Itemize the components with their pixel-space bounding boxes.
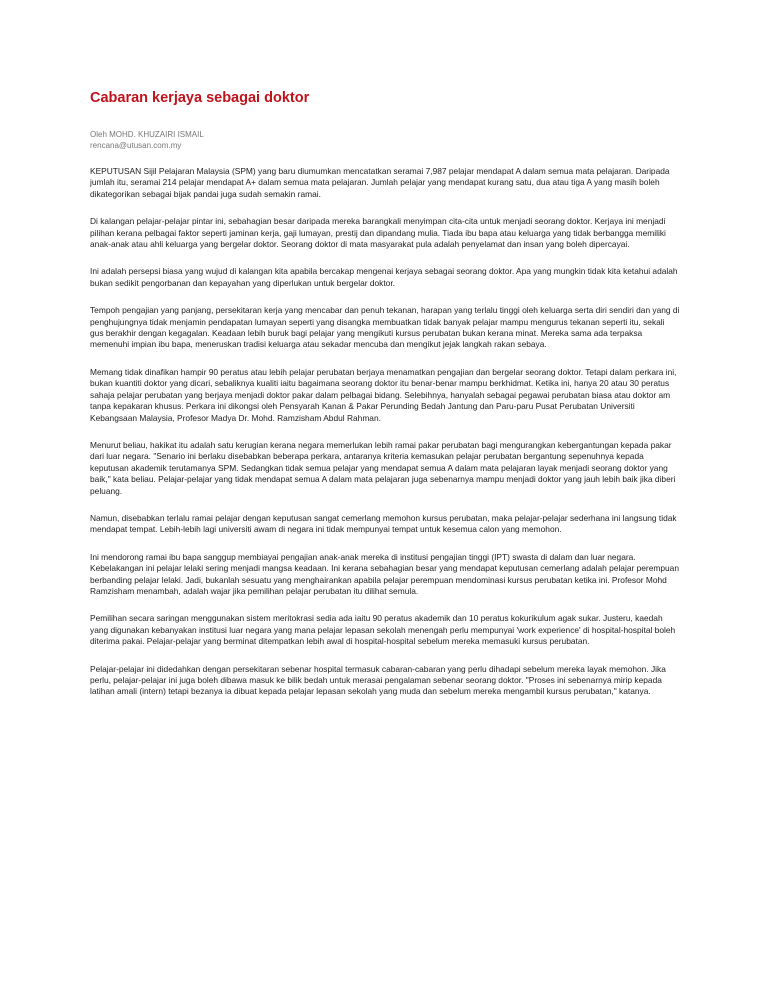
byline [90,130,680,151]
article-title: Cabaran kerjaya sebagai doktor [90,90,310,106]
paragraph-5: Memang tidak dinafikan hampir 90 peratus atau lebih pelajar perubatan berjaya menamatkan pengajian dan bergelar seorang doktor. Tetapi dalam perkara ini, bukan kuantiti doktor yang dicari, sebaliknya kualiti iaitu bagaimana seorang doktor itu benar-benar mampu berkhidmat. Ketika ini, hanya 20 atau 30 peratus sahaja pelajar perubatan yang berjaya menjadi doktor pakar dalam pelbagai bidang. Selebihnya, hanyalah sebagai pegawai perubatan biasa atau doktor am tanpa kepakaran khusus. Perkara ini dikongsi oleh Pensyarah Kanan & Pakar Perunding Bedah Jantung dan Paru-paru Pusat Perubatan Universiti Kebangsaan Malaysia, Profesor Madya Dr. Mohd. Ramzisham Abdul Rahman. [90,366,677,423]
paragraph-10: Pelajar-pelajar ini didedahkan dengan persekitaran sebenar hospital termasuk cabaran-cabaran yang perlu dihadapi sebelum mereka layak memohon. Jika perlu, pelajar-pelajar ini juga boleh dibawa masuk ke bilik bedah untuk merasai pengalaman sebenar seorang doktor. "Proses ini sebenarnya mirip kepada latihan amali (intern) tetapi bezanya ia dibuat kepada pelajar lepasan sekolah yang muda dan sebelum mereka mengambil kursus perubatan," katanya. [90,663,666,697]
article [90,88,680,714]
article-body [90,166,680,698]
paragraph-8: Ini mendorong ramai ibu bapa sanggup membiayai pengajian anak-anak mereka di institusi pengajian tinggi (IPT) swasta di dalam dan luar negara. Kebelakangan ini pelajar lelaki sering menjadi mangsa keadaan. Ini kerana sebahagian besar yang mendapat keputusan cemerlang adalah pelajar perempuan berbanding pelajar lelaki. Jadi, bukanlah sesuatu yang menghairankan apabila pelajar perempuan mendominasi kursus perubatan ketika ini. Profesor Mohd Ramzisham menambah, adalah wajar jika pemilihan pelajar perubatan itu dilihat semula. [90,551,679,596]
paragraph-4: Tempoh pengajian yang panjang, persekitaran kerja yang mencabar dan penuh tekanan, harapan yang terlalu tinggi oleh keluarga serta diri sendiri dan yang di penghujungnya tidak menjamin pendapatan lumayan seperti yang disangka membuatkan tidak banyak pelajar mampu mengurus tekanan seperti itu, sekali gus berakhir dengan kegagalan. Keadaan lebih buruk bagi pelajar yang mengikuti kursus perubatan bukan kerana minat. Mereka sama ada terpaksa memenuhi impian ibu bapa, meneruskan tradisi keluarga atau sekadar mencuba dan mengikut jejak langkah rakan sebaya. [90,305,680,350]
author-name: Oleh MOHD. KHUZAIRI ISMAIL [90,130,204,139]
paragraph-6: Menurut beliau, hakikat itu adalah satu kerugian kerana negara memerlukan lebih ramai pakar perubatan bagi mengurangkan kebergantungan kepada pakar dari luar negara. "Senario ini berlaku disebabkan beberapa perkara, antaranya kriteria kemasukan pelajar perubatan bergantung sepenuhnya kepada keputusan akademik terutamanya SPM. Sedangkan tidak semua pelajar yang mendapat semua A dalam mata pelajaran layak menjadi seorang doktor yang baik," kata beliau. Pelajar-pelajar yang tidak mendapat semua A dalam mata pelajaran juga sebenarnya mampu menjadi doktor yang jauh lebih baik jika diberi peluang. [90,439,676,496]
paragraph-7: Namun, disebabkan terlalu ramai pelajar dengan keputusan sangat cemerlang memohon kursus perubatan, maka pelajar-pelajar sederhana ini langsung tidak mendapat tempat. Lebih-lebih lagi universiti awam di negara ini tidak mempunyai tempat untuk kesemua calon yang memohon. [90,512,677,535]
paragraph-1: KEPUTUSAN Sijil Pelajaran Malaysia (SPM) yang baru diumumkan mencatatkan seramai 7,987 pelajar mendapat A dalam semua mata pelajaran. Daripada jumlah itu, seramai 214 pelajar mendapat A+ dalam semua mata pelajaran. Jumlah pelajar yang mendapat kurang satu, dua atau tiga A yang masih boleh dikategorikan sebagai bijak pandai juga sudah semakin ramai. [90,166,670,199]
paragraph-2: Di kalangan pelajar-pelajar pintar ini, sebahagian besar daripada mereka barangkali menyimpan cita-cita untuk menjadi seorang doktor. Kerjaya ini menjadi pilihan kerana pelbagai faktor seperti jaminan kerja, gaji lumayan, prestij dan dipandang mulia. Tiada ibu bapa atau keluarga yang tidak berbangga memiliki anak-anak atau ahli keluarga yang bergelar doktor. Seorang doktor di mata masyarakat pula adalah penyelamat dan insan yang boleh dipercayai. [90,216,666,250]
paragraph-9: Pemilihan secara saringan menggunakan sistem meritokrasi sedia ada iaitu 90 peratus akademik dan 10 peratus kokurikulum agak sukar. Justeru, kaedah yang digunakan kebanyakan institusi luar negara yang mana pelajar lepasan sekolah menengah perlu mempunyai 'work experience' di hospital-hospital boleh diterima pakai. Pelajar-pelajar yang berminat ditempatkan lebih awal di hospital-hospital sebelum mereka memasuki kursus perubatan. [90,613,676,647]
author-email: rencana@utusan.com.my [90,140,182,150]
paragraph-3: Ini adalah persepsi biasa yang wujud di kalangan kita apabila bercakap mengenai kerjaya sebagai seorang doktor. Apa yang mungkin tidak kita ketahui adalah bukan sedikit pengorbanan dan kepayahan yang diperlukan untuk bergelar doktor. [90,266,678,288]
